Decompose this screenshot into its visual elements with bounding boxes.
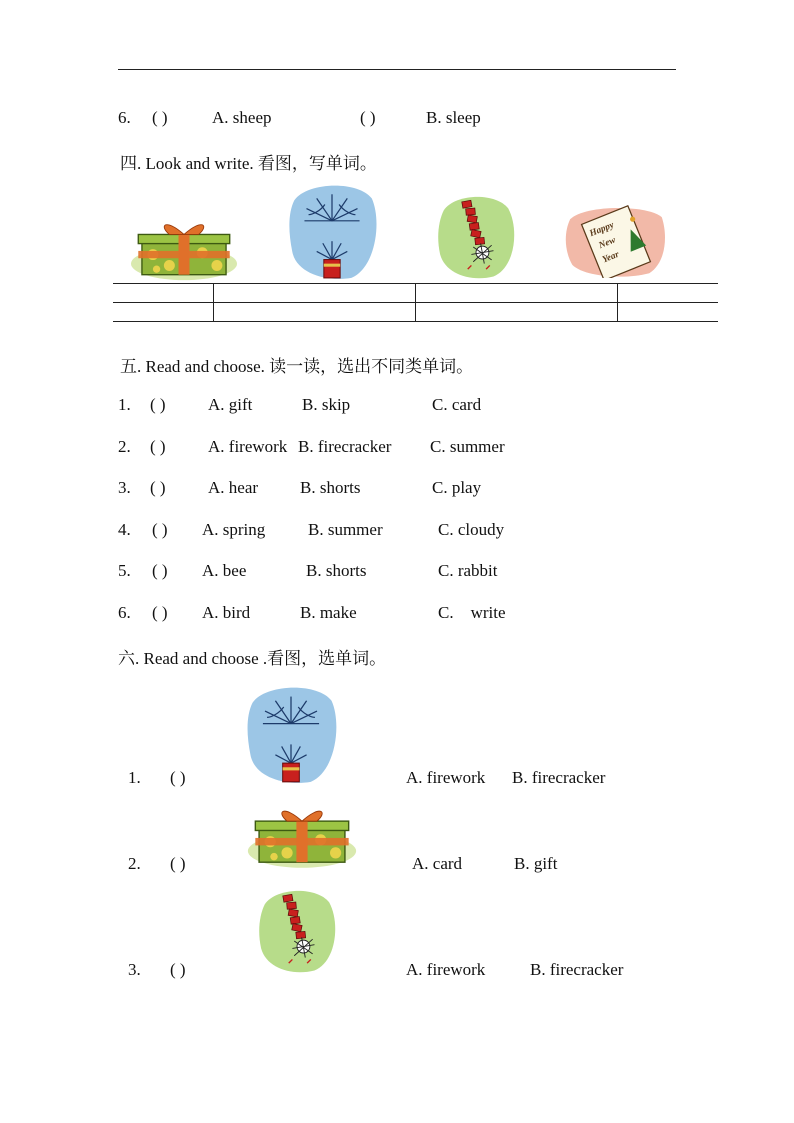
answer-blank[interactable]: ( ) bbox=[150, 395, 166, 414]
answer-cell-6[interactable] bbox=[214, 303, 416, 322]
option-b: B. firecracker bbox=[298, 437, 392, 456]
top-item-option-a: A. sheep bbox=[212, 108, 272, 127]
new-year-card-picture bbox=[564, 204, 668, 278]
option-a: A. firework bbox=[406, 768, 486, 787]
option-c: C. write bbox=[438, 603, 506, 622]
option-c: C. cloudy bbox=[438, 520, 505, 539]
answer-cell-2[interactable] bbox=[214, 284, 416, 303]
option-c: C. rabbit bbox=[438, 561, 498, 580]
header-rule bbox=[118, 69, 676, 70]
answer-cell-5[interactable] bbox=[113, 303, 214, 322]
answer-blank[interactable]: ( ) bbox=[170, 960, 186, 979]
section6-title: 六. Read and choose .看图，选单词。 bbox=[118, 649, 387, 668]
answer-cell-8[interactable] bbox=[617, 303, 718, 322]
answer-blank[interactable]: ( ) bbox=[150, 478, 166, 497]
firework-picture bbox=[244, 682, 338, 786]
gift-box-picture bbox=[126, 218, 242, 282]
option-b: B. shorts bbox=[300, 478, 361, 497]
option-a: A. hear bbox=[208, 478, 259, 497]
answer-blank[interactable]: ( ) bbox=[150, 437, 166, 456]
item-number: 2. bbox=[118, 437, 131, 456]
answer-cell-4[interactable] bbox=[617, 284, 718, 303]
option-b: B. firecracker bbox=[512, 768, 606, 787]
answer-cell-1[interactable] bbox=[113, 284, 214, 303]
answer-blank[interactable]: ( ) bbox=[170, 768, 186, 787]
item-number: 4. bbox=[118, 520, 131, 539]
answer-blank[interactable]: ( ) bbox=[170, 854, 186, 873]
firecracker-picture bbox=[428, 190, 524, 282]
firework-picture bbox=[284, 180, 380, 282]
option-a: A. spring bbox=[202, 520, 266, 539]
section4-title: 四. Look and write. 看图，写单词。 bbox=[120, 154, 377, 173]
option-b: B. make bbox=[300, 603, 357, 622]
top-item-answer-blank-b[interactable]: ( ) bbox=[360, 108, 376, 127]
option-a: A. firework bbox=[406, 960, 486, 979]
item-number: 1. bbox=[118, 395, 131, 414]
answer-blank[interactable]: ( ) bbox=[152, 603, 168, 622]
option-a: A. gift bbox=[208, 395, 253, 414]
write-answer-grid bbox=[113, 283, 718, 322]
option-a: A. card bbox=[412, 854, 463, 873]
option-c: C. summer bbox=[430, 437, 505, 456]
option-b: B. gift bbox=[514, 854, 558, 873]
item-number: 1. bbox=[128, 768, 141, 787]
item-number: 5. bbox=[118, 561, 131, 580]
item-number: 6. bbox=[118, 603, 131, 622]
option-b: B. firecracker bbox=[530, 960, 624, 979]
option-b: B. skip bbox=[302, 395, 351, 414]
option-c: C. card bbox=[432, 395, 482, 414]
option-c: C. play bbox=[432, 478, 482, 497]
firecracker-picture bbox=[250, 884, 344, 976]
answer-cell-3[interactable] bbox=[415, 284, 617, 303]
option-a: A. bee bbox=[202, 561, 247, 580]
option-a: A. firework bbox=[208, 437, 288, 456]
gift-box-picture bbox=[246, 804, 358, 870]
item-number: 2. bbox=[128, 854, 141, 873]
item-number: 3. bbox=[128, 960, 141, 979]
answer-blank[interactable]: ( ) bbox=[152, 561, 168, 580]
answer-cell-7[interactable] bbox=[415, 303, 617, 322]
section5-title: 五. Read and choose. 读一读，选出不同类单词。 bbox=[120, 357, 474, 376]
answer-blank[interactable]: ( ) bbox=[152, 520, 168, 539]
option-a: A. bird bbox=[202, 603, 251, 622]
top-item-option-b: B. sleep bbox=[426, 108, 481, 127]
item-number: 3. bbox=[118, 478, 131, 497]
option-b: B. summer bbox=[308, 520, 383, 539]
option-b: B. shorts bbox=[306, 561, 367, 580]
top-item-number: 6. bbox=[118, 108, 131, 127]
top-item-answer-blank-a[interactable]: ( ) bbox=[152, 108, 168, 127]
